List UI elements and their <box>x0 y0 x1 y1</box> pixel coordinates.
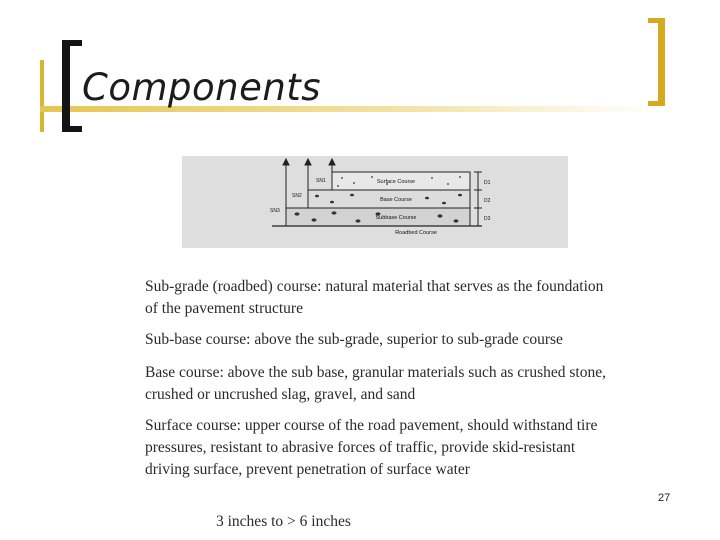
pavement-layers-figure <box>182 156 568 248</box>
layer-label-base: Base Course <box>380 197 412 203</box>
sn-label-3: SN3 <box>270 208 280 214</box>
paragraph-subbase: Sub-base course: above the sub-grade, superior to sub-grade course <box>145 331 563 348</box>
gold-accent-bar <box>40 60 44 132</box>
sn-label-1: SN1 <box>316 178 326 184</box>
layer-label-roadbed: Roadbed Course <box>395 230 437 236</box>
left-bracket <box>62 40 70 132</box>
paragraph-subgrade: Sub-grade (roadbed) course: natural material that serves as the foundation of the pavement structure <box>145 278 604 317</box>
paragraph-surface: Surface course: upper course of the road pavement, should withstand tire pressures, resistant to abrasive forces of traffic, provide skid-resistant driving surface, prevent penetration of surface water <box>145 417 598 478</box>
left-bracket-bottom <box>62 126 82 132</box>
slide-title: Components <box>82 66 322 109</box>
d-label-3: D3 <box>484 216 491 222</box>
depth-markers <box>474 172 482 226</box>
pavement-cross-section-diagram <box>182 156 568 248</box>
right-bracket-bottom <box>648 101 665 106</box>
sn-label-2: SN2 <box>292 193 302 199</box>
left-bracket-top <box>62 40 82 46</box>
layer-label-subbase: Subbase Course <box>375 215 417 221</box>
layer-label-surface: Surface Course <box>376 179 416 185</box>
d-label-1: D1 <box>484 180 491 186</box>
thickness-note: 3 inches to > 6 inches <box>216 513 351 530</box>
right-bracket-top <box>648 18 665 23</box>
paragraph-base: Base course: above the sub base, granular materials such as crushed stone, crushed or uncrushed slag, gravel, and sand <box>145 364 606 403</box>
page-number: 27 <box>658 492 671 504</box>
right-bracket <box>658 18 665 106</box>
d-label-2: D2 <box>484 198 491 204</box>
